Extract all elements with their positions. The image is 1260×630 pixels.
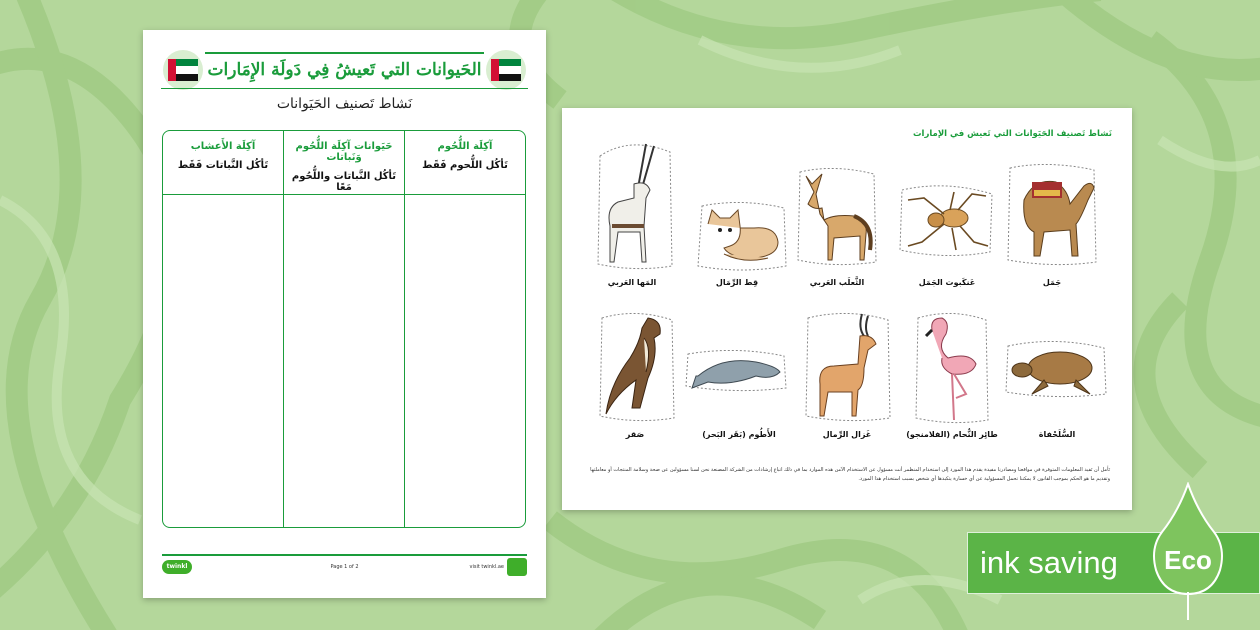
disclaimer-text: تَأمل أن تَفيد المعلومات المتوفرة في مواقعنا ومصادرنا مفيدة يقدم هذا المورد إلى استخدام المنظمر أنت مسؤول عن الاستخدام الآمن هذه الموارد بما في ذلك اتباع إرشادات من الشركة المصنعة نحن لسنا مسؤولين عن صحة وسلامة المنتجات أو معاملتها وتقديم ما هو الحكم بموجب القانون لا يمكننا تحمل المسؤولية عن أي خسارة يتكبدها أي شخص بسبب استخدام هذا المورد. bbox=[590, 467, 1110, 482]
camel-spider-icon[interactable] bbox=[894, 180, 998, 260]
column-omnivores bbox=[283, 131, 404, 527]
visit-link[interactable]: visit twinkl.ae bbox=[469, 564, 504, 570]
eco-label: Eco bbox=[1164, 545, 1212, 575]
column-header bbox=[284, 131, 404, 195]
uae-flag-badge-right bbox=[486, 50, 526, 90]
dugong-icon[interactable] bbox=[682, 346, 790, 394]
arabian-fox-icon[interactable] bbox=[794, 164, 880, 268]
title-top-rule bbox=[205, 52, 484, 54]
turtle-icon[interactable] bbox=[1002, 336, 1110, 400]
sorting-worksheet-page bbox=[143, 30, 546, 598]
arabian-oryx-icon[interactable] bbox=[594, 136, 676, 272]
animal-label: صَقر bbox=[625, 430, 645, 439]
ink-saving-label: ink saving bbox=[980, 545, 1118, 580]
column-title: آكِلَة الأَعشاب bbox=[190, 141, 256, 152]
title-bottom-rule bbox=[161, 88, 528, 89]
falcon-icon[interactable] bbox=[596, 308, 678, 424]
animal-label: السُّلَحْفاة bbox=[1038, 430, 1076, 439]
animal-label: قِط الرِّمَال bbox=[715, 278, 759, 287]
sand-gazelle-icon[interactable] bbox=[802, 308, 894, 424]
column-header bbox=[405, 131, 525, 195]
column-drop-area[interactable] bbox=[163, 195, 283, 527]
column-description: تَأكُل النَّباتات واللُّحُوم مَعًا bbox=[291, 171, 397, 193]
twinkl-logo: twinkl bbox=[162, 560, 192, 574]
column-title: حَيَوانات آكِلَة اللُّحُوم وَنَباتات bbox=[295, 141, 393, 163]
column-carnivores bbox=[404, 131, 525, 527]
sand-cat-icon[interactable] bbox=[694, 198, 790, 274]
animal-label: طائِر النُّحام (الفلامنجو) bbox=[906, 430, 998, 439]
quality-badge-icon bbox=[507, 558, 527, 576]
animal-label: غَزال الرِّمال bbox=[822, 430, 872, 439]
animal-label: جَمَل bbox=[1042, 278, 1062, 287]
cutouts-title: نَشاط تَصنيف الحَيَوانات التي تَعيش في الإمارات bbox=[913, 129, 1112, 139]
uae-flag-icon bbox=[168, 59, 198, 81]
worksheet-title: الحَيوانات التي تَعيشُ فِي دَولَة الإِمَارات bbox=[207, 60, 482, 80]
camel-icon[interactable] bbox=[1004, 160, 1100, 268]
animal-label: عَنكَبوت الجَمَل bbox=[918, 278, 976, 287]
animal-label: المَها العَربي bbox=[607, 278, 657, 287]
uae-flag-badge-left bbox=[163, 50, 203, 90]
column-title: آكِلَة اللُّحُوم bbox=[437, 141, 493, 152]
column-header bbox=[163, 131, 283, 195]
column-drop-area[interactable] bbox=[284, 195, 404, 527]
column-description: تَأكُل النَّباتات فَقَط bbox=[177, 160, 269, 171]
column-description: تَأكُل اللُّحوم فَقَط bbox=[422, 160, 508, 171]
sorting-table bbox=[162, 130, 526, 528]
animal-label: الأَطُوم (بَقَر البَحر) bbox=[702, 430, 776, 439]
uae-flag-icon bbox=[491, 59, 521, 81]
animal-label: الثَّعلَب العَربي bbox=[809, 278, 865, 287]
animal-cutouts-page bbox=[562, 108, 1132, 510]
worksheet-subtitle: نَشاط تَصنيف الحَيَوانات bbox=[276, 96, 413, 112]
footer-rule bbox=[162, 554, 527, 556]
column-herbivores bbox=[163, 131, 283, 527]
column-drop-area[interactable] bbox=[405, 195, 525, 527]
flamingo-icon[interactable] bbox=[912, 308, 992, 426]
page-number: Page 1 of 2 bbox=[330, 564, 359, 570]
